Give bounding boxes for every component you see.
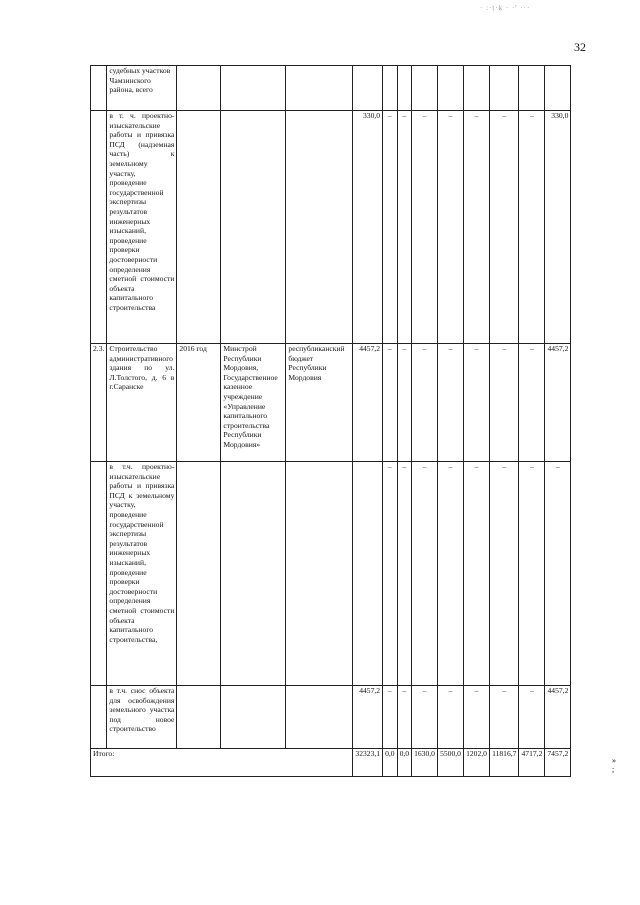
- cell-dash: –: [438, 686, 464, 749]
- cell-source: республиканский бюджет Республики Мордовия: [286, 344, 353, 462]
- table-row: [91, 66, 571, 111]
- cell-dash: –: [490, 686, 519, 749]
- table-row: [91, 686, 571, 749]
- total-label: Итого:: [91, 749, 353, 777]
- cell-dash: –: [397, 686, 412, 749]
- cell-name: в т.ч. проектно-изыскательские работы и привязка ПСД к земельному участку, проведение государственной экспертизы результатов инженерных изысканий, проведение проверки достоверности определения сметной стоимости объекта капитального строительства,: [107, 462, 177, 686]
- cell-name: в т.ч. снос объекта для освобождения земельного участка под новое строительство: [107, 686, 177, 749]
- cell-dash: –: [412, 111, 438, 344]
- cell-dash: –: [383, 344, 398, 462]
- cell-year: 2016 год: [177, 344, 221, 462]
- table-row: [91, 462, 571, 686]
- total-value: 7457,2: [545, 749, 571, 777]
- total-value: 0,0: [383, 749, 398, 777]
- total-value: 4717,2: [519, 749, 545, 777]
- cell-dash: –: [438, 462, 464, 686]
- total-value: 1202,0: [464, 749, 490, 777]
- total-value: 1630,0: [412, 749, 438, 777]
- cell-total: 4457,2: [353, 344, 383, 462]
- cell-value: 330,0: [545, 111, 571, 344]
- cell-name: Строительство административного здания по ул. Л.Толстого, д. 6 в г.Саранске: [107, 344, 177, 462]
- cell-dash: –: [397, 344, 412, 462]
- cell-dash: –: [383, 462, 398, 686]
- cell-dash: –: [383, 686, 398, 749]
- table-row: [91, 344, 571, 462]
- cell-dash: –: [519, 344, 545, 462]
- cell-dash: –: [519, 686, 545, 749]
- cell-dash: –: [438, 344, 464, 462]
- cell-dash: –: [412, 686, 438, 749]
- cell-dash: –: [519, 462, 545, 686]
- cell-name: в т. ч. проектно-изыскательские работы и привязка ПСД (надземная часть) к земельному участку, проведение государственной экспертизы результатов инженерных изысканий, проведение проверки достоверности определения сметной стоимости объекта капитального строительства: [107, 111, 177, 344]
- closing-quote: » ;: [612, 756, 616, 774]
- cell-value: 4457,2: [545, 686, 571, 749]
- program-table: [90, 65, 571, 777]
- cell-total: 4457,2: [353, 686, 383, 749]
- total-value: 11816,7: [490, 749, 519, 777]
- cell-dash: –: [490, 344, 519, 462]
- cell-dash: –: [464, 686, 490, 749]
- cell-dash: –: [464, 462, 490, 686]
- scan-marks: · :·ṭ·ḳ · ·' ···: [480, 4, 531, 12]
- cell-dash: –: [397, 462, 412, 686]
- total-value: 0,0: [397, 749, 412, 777]
- cell-dash: –: [545, 462, 571, 686]
- cell-dash: –: [519, 111, 545, 344]
- cell-dash: –: [412, 462, 438, 686]
- cell-name: судебных участков Чамзинского района, всего: [107, 66, 177, 111]
- cell-dash: –: [490, 462, 519, 686]
- total-row: [91, 749, 571, 777]
- cell-value: 4457,2: [545, 344, 571, 462]
- cell-number: 2.3.: [91, 344, 107, 462]
- cell-dash: –: [412, 344, 438, 462]
- page-number: 32: [574, 40, 586, 54]
- cell-dash: –: [490, 111, 519, 344]
- cell-dash: –: [464, 111, 490, 344]
- table-row: [91, 111, 571, 344]
- cell-executor: Минстрой Республики Мордовия, Государственное казенное учреждение «Управление капитального строительства Республики Мордовия»: [221, 344, 286, 462]
- cell-dash: –: [383, 111, 398, 344]
- total-value: 32323,1: [353, 749, 383, 777]
- cell-total: 330,0: [353, 111, 383, 344]
- total-value: 5500,0: [438, 749, 464, 777]
- cell-dash: –: [397, 111, 412, 344]
- cell-dash: –: [464, 344, 490, 462]
- cell-dash: –: [438, 111, 464, 344]
